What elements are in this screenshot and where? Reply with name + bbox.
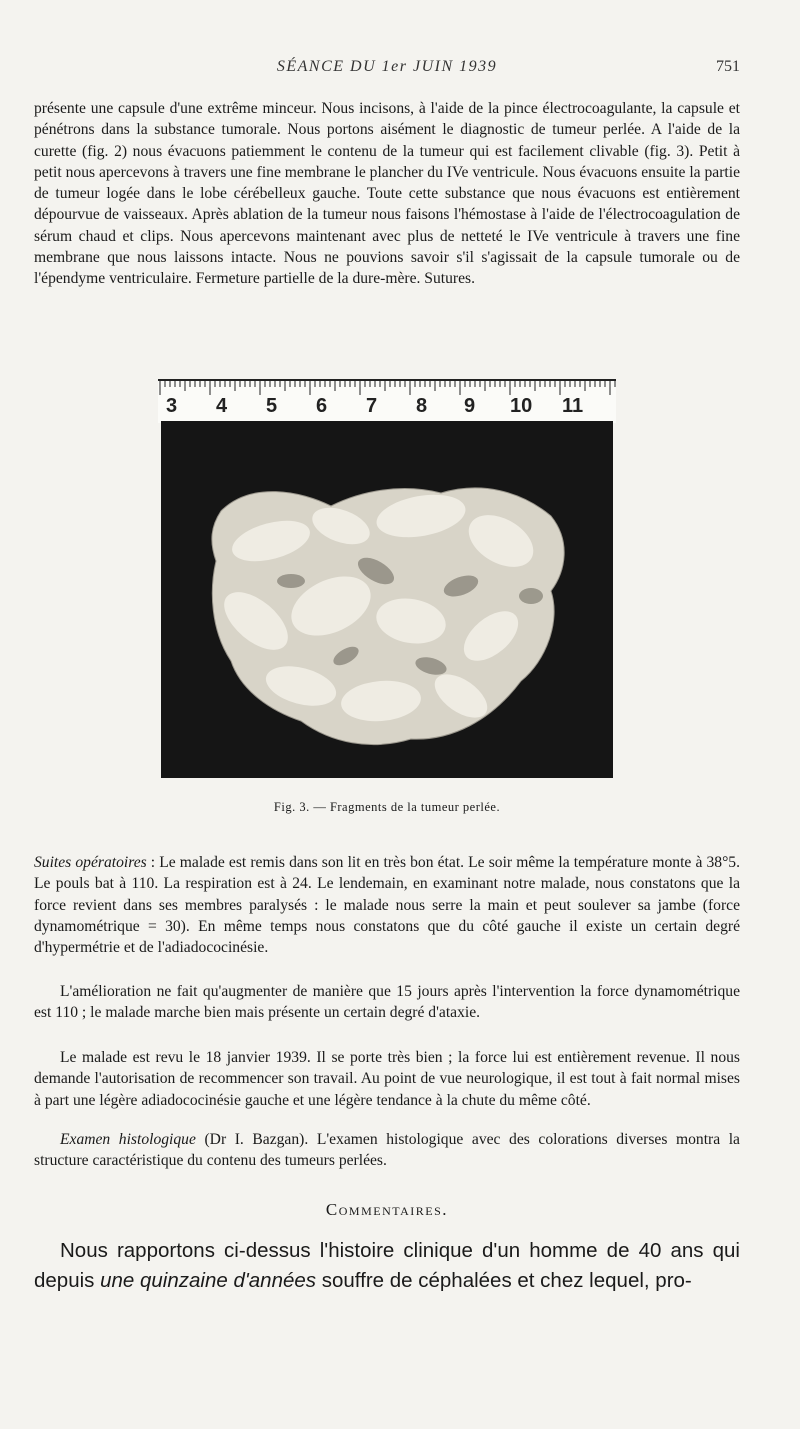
- ruler-label: 7: [366, 395, 378, 417]
- ruler-label: 5: [266, 395, 278, 417]
- amelioration-paragraph: L'amélioration ne fait qu'augmenter de manière que 15 jours après l'intervention la force dynamométrique est 110 ; le malade marche bien mais présente un certain degré d'ataxie.: [34, 983, 740, 1022]
- suites-label: Suites opératoires: [34, 854, 147, 871]
- ruler-label: 9: [464, 395, 476, 417]
- section-heading: Commentaires.: [325, 1200, 449, 1219]
- examen-text: (Dr I. Bazgan). L'examen histologique avec des colorations diverses montra la structure caractéristique du contenu des tumeurs perlées.: [34, 1131, 740, 1170]
- tumor-fragments-image: [161, 421, 613, 778]
- commentaires-paragraph: [34, 1236, 740, 1296]
- ruler-label: 6: [316, 395, 328, 417]
- ruler-label: 10: [510, 395, 533, 417]
- comment-text-end: souffre de céphalées et chez lequel, pro-: [316, 1269, 692, 1292]
- tumor-fragments-photo: [161, 421, 613, 778]
- comment-emphasis: une quinzaine d'années: [100, 1269, 317, 1292]
- examen-histologique-paragraph: [34, 1129, 740, 1172]
- comment-text-start: Nous rapportons ci-dessus l'histoire clinique d'un homme de 40 ans qui depuis: [34, 1239, 740, 1292]
- ruler-label: 4: [216, 395, 228, 417]
- intro-paragraph: présente une capsule d'une extrême minceur. Nous incisons, à l'aide de la pince électrocoagulante, la capsule et pénétrons dans la substance tumorale. Nous portons aisément le diagnostic de tumeur perlée. A l'aide de la curette (fig. 2) nous évacuons patiemment le contenu de la tumeur qui est facilement clivable (fig. 3). Petit à petit nous apercevons à travers une fine membrane le plancher du IVe ventricule. Nous évacuons ensuite la partie de tumeur logée dans le lobe cérébelleux gauche. Toute cette substance que nous évacuons est entièrement dépourvue de vaisseaux. Après ablation de la tumeur nous faisons l'hémostase à l'aide de l'électrocoagulation de sérum chaud et clips. Nous apercevons maintenant avec plus de netteté le IVe ventricule à travers une fine membrane que nous laissons intacte. Nous ne pouvions savoir s'il s'agissait de la capsule tumorale ou de l'épendyme ventriculaire. Fermeture partielle de la dure-mère. Sutures.: [34, 100, 740, 288]
- examen-label: Examen histologique: [60, 1131, 196, 1148]
- figure-3: [158, 379, 616, 780]
- ruler-label: 11: [562, 395, 584, 417]
- ruler-label: 8: [416, 395, 428, 417]
- running-title: SÉANCE DU 1er JUIN 1939: [276, 58, 498, 75]
- suites-operatoires-paragraph: [34, 852, 740, 958]
- suites-text: : Le malade est remis dans son lit en très bon état. Le soir même la température monte à 38°5. Le pouls bat à 110. La respiration est à 24. Le lendemain, en examinant notre malade, nous constatons que la force revient dans ses membres paralysés : le malade nous serre la main et peut soulever sa jambe (force dynamométrique = 30). En même temps nous constatons que du côté gauche il existe un certain degré d'hypermétrie et de l'adiadococinésie.: [34, 854, 740, 957]
- figure-caption: Fig. 3. — Fragments de la tumeur perlée.: [273, 800, 501, 814]
- ruler-label: 3: [166, 395, 178, 417]
- page-header: [34, 58, 740, 80]
- follow-up-paragraph: Le malade est revu le 18 janvier 1939. Il se porte très bien ; la force lui est entièrement revenue. Il nous demande l'autorisation de recommencer son travail. Au point de vue neurologique, il est tout à fait normal mises à part une légère adiadococinésie gauche et une légère tendance à la chute du même côté.: [34, 1049, 740, 1109]
- measuring-ruler: [158, 379, 616, 423]
- page-number: 751: [716, 58, 740, 75]
